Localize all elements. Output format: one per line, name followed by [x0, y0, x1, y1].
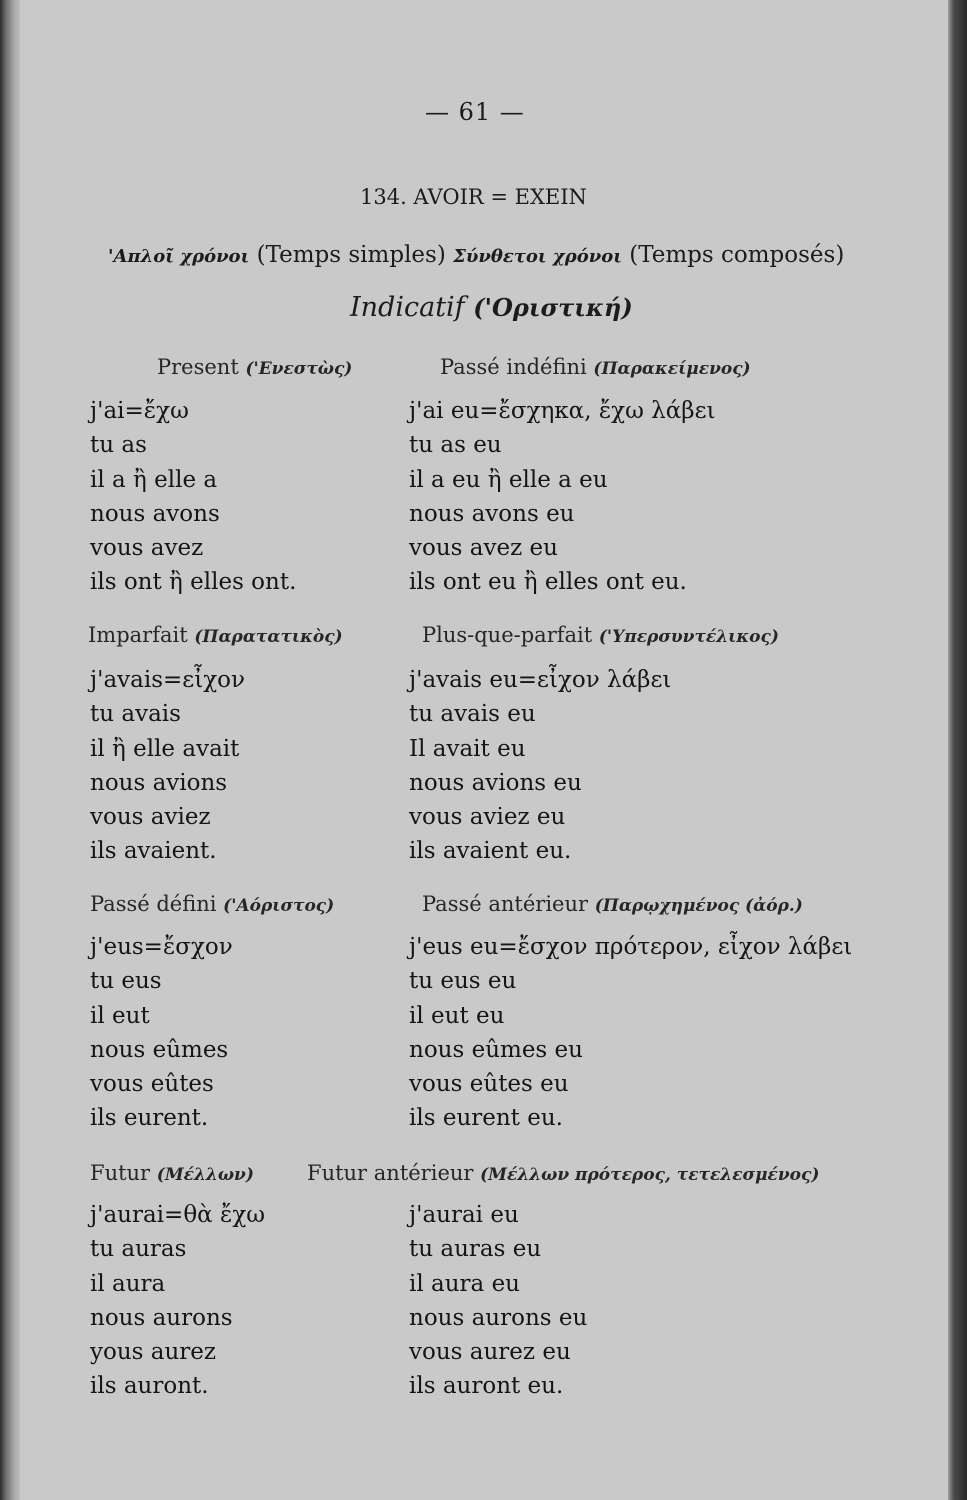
form-line: ils eurent.	[90, 1105, 209, 1132]
tense-greek: (Παρατατικὸς)	[194, 627, 343, 647]
tense-name: Passé indéfini	[440, 355, 587, 379]
form-line: j'avais eu=εἶχον λάβει	[409, 667, 672, 693]
tense-name: Present	[157, 355, 239, 379]
tense-name: Passé défini	[90, 892, 217, 916]
conjugation-plus-que-parfait	[409, 663, 671, 869]
form-line: j'eus=ἔσχον	[90, 934, 233, 960]
tense-greek: (Μέλλων πρότερος, τετελεσμένος)	[480, 1165, 820, 1185]
form-line: nous eûmes eu	[409, 1036, 583, 1063]
tense-greek: (Παρακείμενος)	[593, 359, 751, 379]
conjugation-passe-indefini	[409, 394, 716, 600]
form-line: il aura eu	[409, 1270, 520, 1297]
book-page	[20, 0, 948, 1500]
tense-greek: ('Υπερσυντέλικος)	[598, 627, 779, 647]
tense-heading-passe-defini	[90, 892, 334, 916]
tense-name: Imparfait	[88, 623, 188, 647]
form-line: nous aurons	[90, 1304, 233, 1331]
form-line: Il avait eu	[409, 735, 526, 762]
form-line: vous aviez	[90, 804, 211, 831]
form-line: ils eurent eu.	[409, 1105, 563, 1132]
form-line: nous eûmes	[90, 1036, 229, 1063]
form-line: tu avais eu	[409, 701, 536, 728]
form-line: ils ont ἢ elles ont.	[90, 569, 297, 596]
right-page-edge	[948, 0, 967, 1500]
form-line: nous avions	[90, 769, 228, 796]
left-binding-edge	[0, 0, 20, 1500]
form-line: il ἢ elle avait	[90, 735, 240, 762]
form-line: j'aurai eu	[409, 1202, 519, 1228]
form-line: il eut eu	[409, 1002, 505, 1029]
form-line: nous avons eu	[409, 500, 575, 527]
mood-greek: ('Οριστική)	[473, 293, 633, 322]
form-line: tu eus	[90, 968, 162, 995]
form-line: nous avions eu	[409, 769, 582, 796]
form-line: il eut	[90, 1002, 150, 1029]
conjugation-passe-defini	[90, 930, 233, 1136]
form-line: j'eus eu=ἔσχον πρότερον, εἶχον λάβει	[409, 934, 853, 960]
simple-tenses-greek: 'Απλοῖ χρόνοι	[108, 246, 250, 267]
conjugation-passe-anterieur	[409, 930, 852, 1136]
form-line: ils auront eu.	[409, 1373, 564, 1400]
tense-heading-plus-que-parfait	[422, 623, 779, 647]
form-line: tu as	[90, 432, 147, 459]
tense-heading-futur	[90, 1161, 254, 1185]
form-line: vous avez	[90, 535, 204, 562]
form-line: nous aurons eu	[409, 1304, 588, 1331]
form-line: tu avais	[90, 701, 181, 728]
form-line: tu auras eu	[409, 1236, 542, 1263]
conjugation-imparfait	[90, 663, 245, 869]
form-line: yous aurez	[90, 1339, 217, 1366]
tense-groups-intro	[108, 242, 844, 268]
tense-heading-passe-anterieur	[422, 892, 803, 916]
form-line: il a ἢ elle a	[90, 466, 218, 493]
form-line: vous eûtes	[90, 1071, 214, 1098]
form-line: ils avaient.	[90, 838, 217, 865]
tense-greek: (Παρῳχημένος (ἀόρ.)	[594, 896, 803, 916]
form-line: tu as eu	[409, 432, 502, 459]
form-line: vous aurez eu	[409, 1339, 571, 1366]
tense-heading-present	[157, 355, 352, 379]
tense-name: Plus-que-parfait	[422, 623, 593, 647]
tense-greek: ('Ενεστὼς)	[245, 359, 353, 379]
form-line: vous avez eu	[409, 535, 558, 562]
form-line: tu eus eu	[409, 968, 517, 995]
form-line: il aura	[90, 1270, 166, 1297]
conjugation-present	[90, 394, 296, 600]
form-line: ils ont eu ἢ elles ont eu.	[409, 569, 687, 596]
form-line: vous aviez eu	[409, 804, 566, 831]
form-line: vous eûtes eu	[409, 1071, 569, 1098]
compound-tenses-greek: Σύνθετοι χρόνοι	[453, 246, 622, 267]
form-line: nous avons	[90, 500, 220, 527]
page-number: — 61 —	[425, 98, 525, 126]
tense-greek: ('Αόριστος)	[223, 896, 335, 916]
form-line: ils avaient eu.	[409, 838, 572, 865]
form-line: ils auront.	[90, 1373, 209, 1400]
form-line: j'ai=ἔχω	[90, 398, 189, 424]
form-line: j'ai eu=ἔσχηκα, ἔχω λάβει	[409, 398, 716, 424]
tense-name: Futur antérieur	[307, 1161, 474, 1185]
form-line: j'avais=εἶχον	[90, 667, 246, 693]
tense-heading-passe-indefini	[440, 355, 751, 379]
mood-label: Indicatif	[350, 292, 465, 323]
simple-tenses-label: (Temps simples)	[256, 242, 446, 268]
mood-heading	[350, 292, 633, 323]
tense-heading-imparfait	[88, 623, 343, 647]
conjugation-futur-anterieur	[409, 1198, 587, 1404]
form-line: il a eu ἢ elle a eu	[409, 466, 608, 493]
form-line: j'aurai=θὰ ἔχω	[90, 1202, 266, 1228]
tense-greek: (Μέλλων)	[156, 1165, 254, 1185]
tense-heading-futur-anterieur	[307, 1161, 819, 1185]
compound-tenses-label: (Temps composés)	[629, 242, 845, 268]
section-title: 134. AVOIR = EXEIN	[360, 185, 587, 209]
conjugation-futur	[90, 1198, 265, 1404]
form-line: tu auras	[90, 1236, 187, 1263]
tense-name: Futur	[90, 1161, 151, 1185]
tense-name: Passé antérieur	[422, 892, 589, 916]
